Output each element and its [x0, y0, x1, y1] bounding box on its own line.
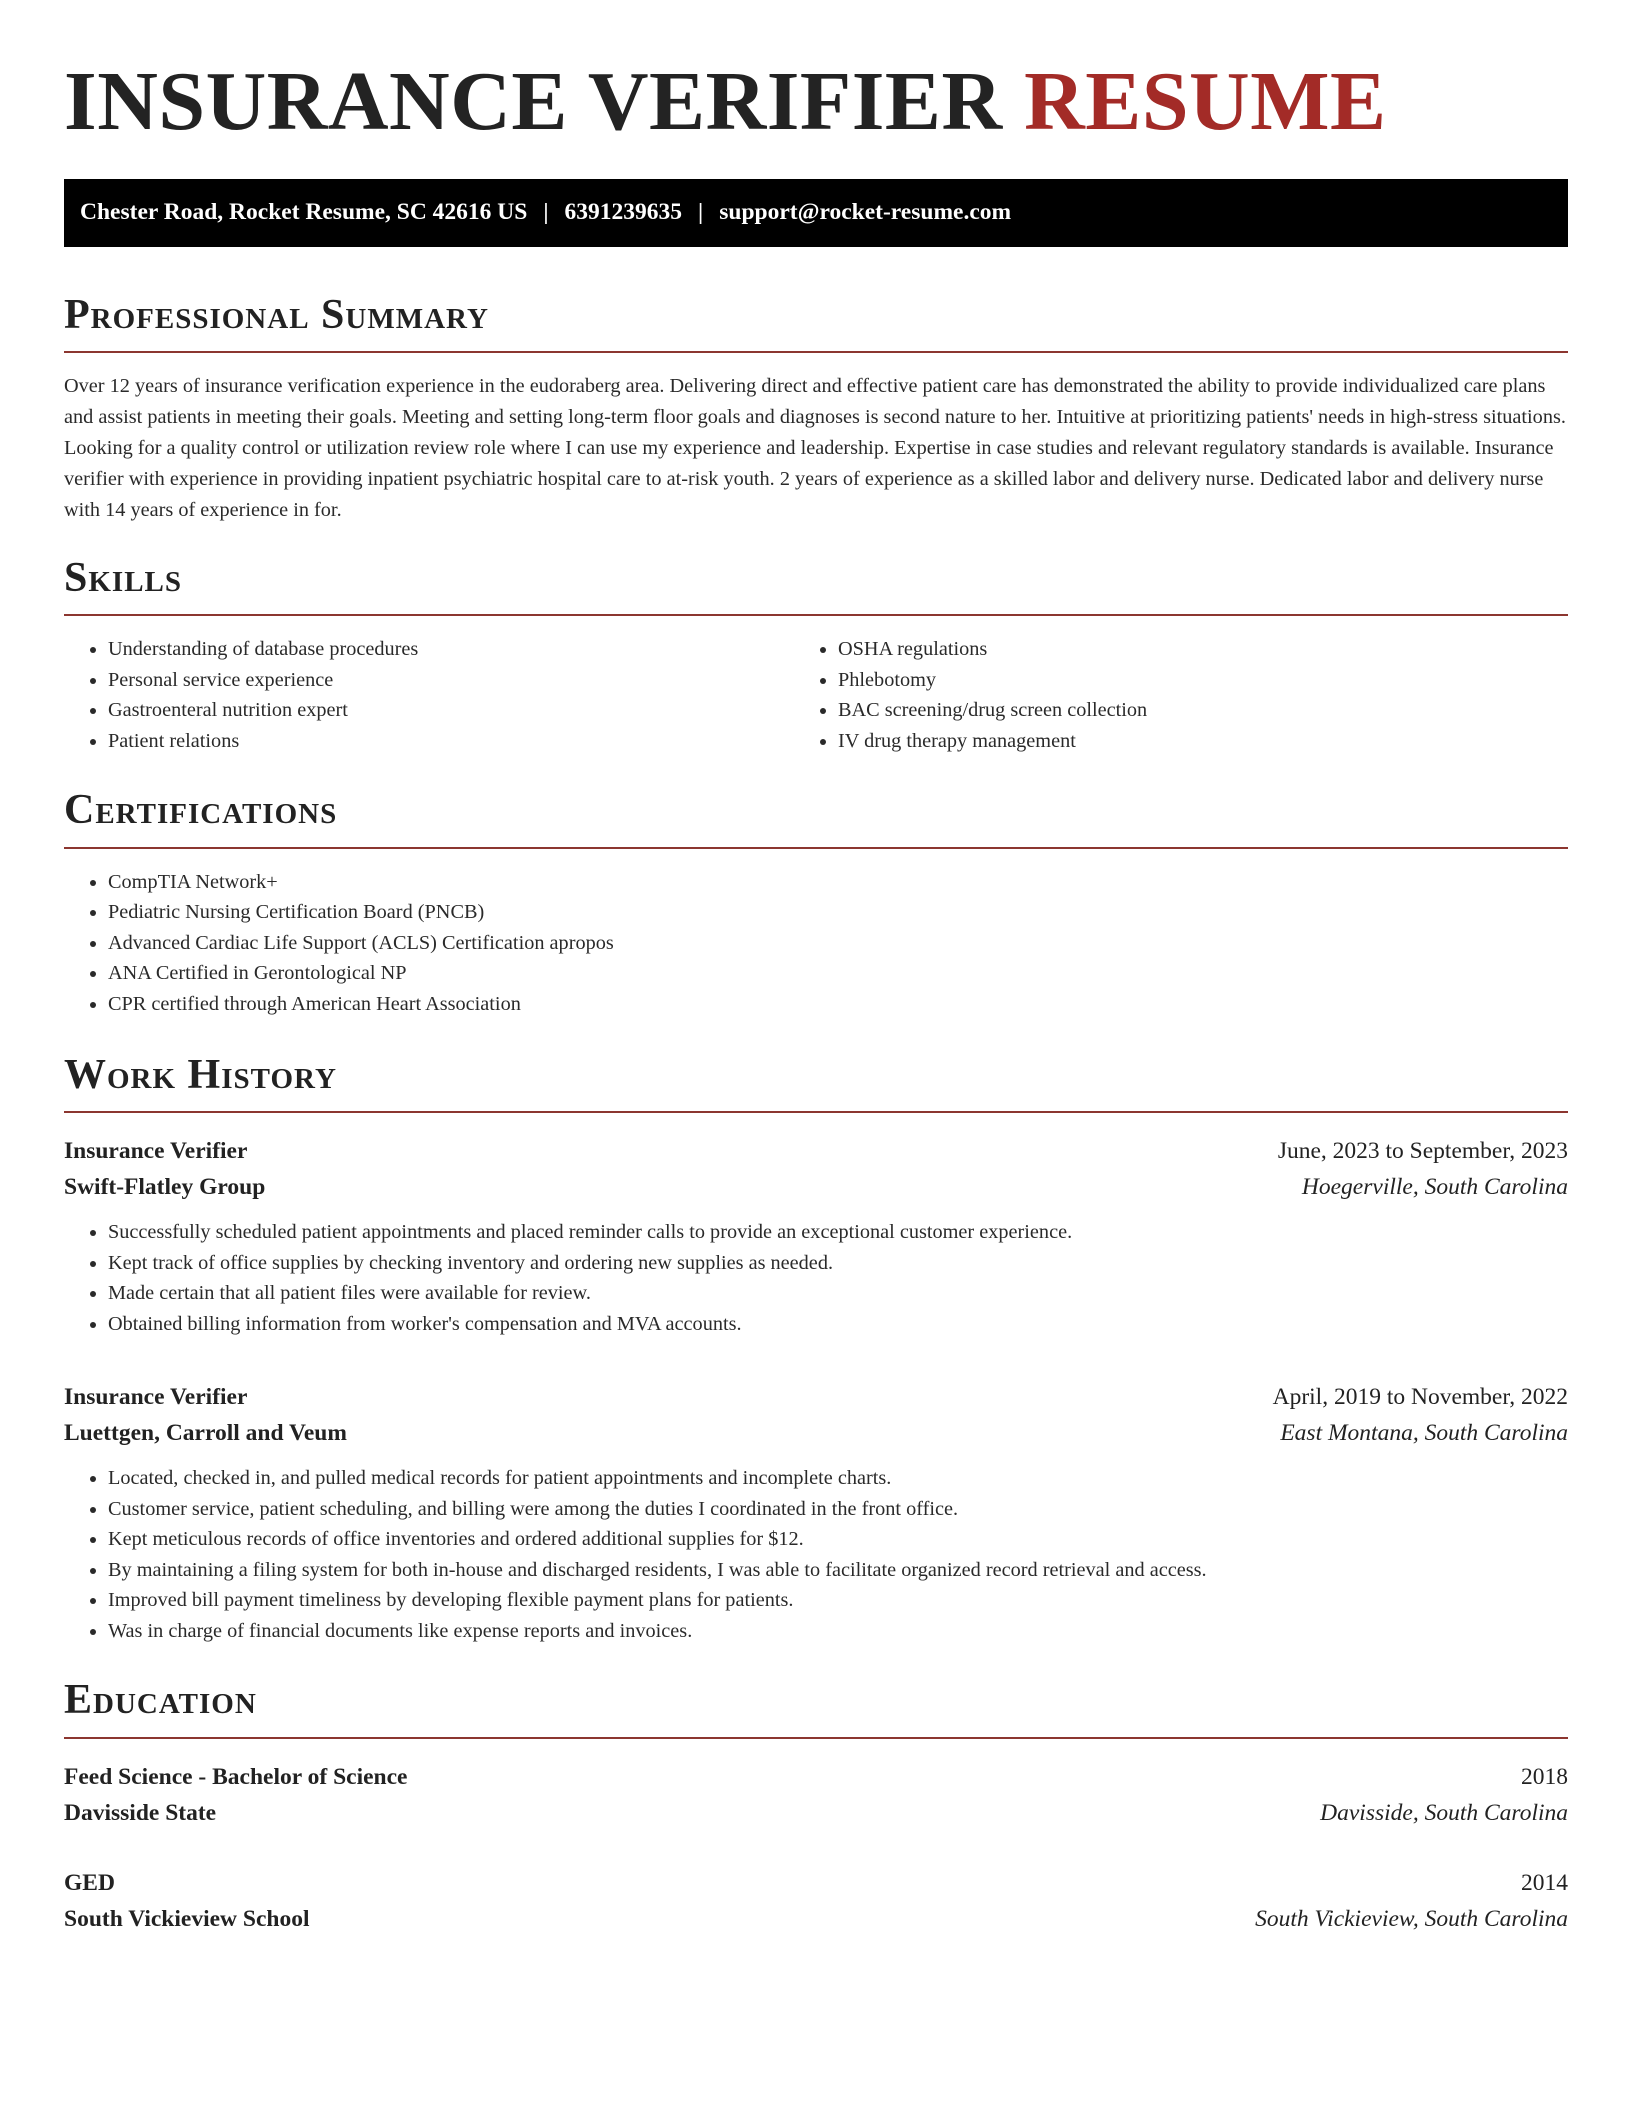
job-duty: • Kept track of office supplies by checking inventory and ordering new supplies as needed.	[108, 1248, 1568, 1279]
education-degree: Feed Science - Bachelor of Science	[64, 1763, 408, 1790]
contact-separator: |	[698, 199, 704, 226]
job-duty: • Was in charge of financial documents like expense reports and invoices.	[108, 1616, 1568, 1647]
education-location: Davisside, South Carolina	[1320, 1799, 1568, 1826]
section-divider	[64, 1737, 1568, 1739]
job-duties-list	[64, 1217, 1568, 1339]
work-history-section	[64, 1051, 1568, 1646]
education-year: 2014	[1521, 1869, 1568, 1896]
education-entry	[64, 1759, 1568, 1831]
job-duty: • Successfully scheduled patient appointments and placed reminder calls to provide an exceptional customer experience.	[108, 1217, 1568, 1248]
contact-address: Chester Road, Rocket Resume, SC 42616 US	[80, 199, 528, 226]
skills-list-left	[64, 634, 838, 756]
section-divider	[64, 351, 1568, 353]
job-title: Insurance Verifier	[64, 1384, 248, 1411]
job-duty: • Located, checked in, and pulled medical records for patient appointments and incomplete charts.	[108, 1463, 1568, 1494]
skill-item: • IV drug therapy management	[838, 726, 1568, 757]
skills-section	[64, 554, 1568, 756]
education-degree-row	[64, 1759, 1568, 1795]
education-year: 2018	[1521, 1763, 1568, 1790]
skill-item: • Phlebotomy	[838, 665, 1568, 696]
contact-phone: 6391239635	[564, 199, 683, 226]
certification-item: • CPR certified through American Heart Association	[108, 989, 1568, 1020]
contact-bar	[64, 179, 1568, 247]
job-entry	[64, 1133, 1568, 1339]
resume-title	[64, 52, 1568, 153]
job-title: Insurance Verifier	[64, 1138, 248, 1165]
education-section	[64, 1676, 1568, 1936]
education-school-row	[64, 1795, 1568, 1831]
job-location: East Montana, South Carolina	[1280, 1420, 1568, 1447]
job-duty: • Improved bill payment timeliness by developing flexible payment plans for patients.	[108, 1585, 1568, 1616]
job-duties-list	[64, 1463, 1568, 1646]
summary-section	[64, 291, 1568, 526]
education-degree-row	[64, 1865, 1568, 1901]
certification-item: • Advanced Cardiac Life Support (ACLS) Certification apropos	[108, 928, 1568, 959]
title-main: INSURANCE VERIFIER	[64, 55, 1003, 148]
job-duty: • Kept meticulous records of office inventories and ordered additional supplies for $12.	[108, 1524, 1568, 1555]
section-heading-summary: Professional Summary	[64, 291, 489, 338]
skills-list-right	[838, 634, 1568, 756]
section-heading-certifications: Certifications	[64, 787, 338, 834]
certification-item: • Pediatric Nursing Certification Board (PNCB)	[108, 897, 1568, 928]
section-heading-skills: Skills	[64, 555, 183, 602]
contact-separator: |	[543, 199, 549, 226]
summary-text: Over 12 years of insurance verification experience in the eudoraberg area. Delivering direct and effective patient care has demonstrated the ability to provide individualized care plans and assist patients in meeting their goals. Meeting and setting long-term floor goals and diagnoses is second nature to her. Intuitive at prioritizing patients' needs in high-stress situations. Looking for a quality control or utilization review role where I can use my experience and leadership. Expertise in case studies and relevant regulatory standards is available. Insurance verifier with experience in providing inpatient psychiatric hospital care to at-risk youth. 2 years of experience as a skilled labor and delivery nurse. Dedicated labor and delivery nurse with 14 years of experience in for.	[64, 375, 1566, 522]
education-school: Davisside State	[64, 1799, 217, 1826]
title-accent: RESUME	[1024, 55, 1387, 148]
skill-item: • Personal service experience	[108, 665, 838, 696]
job-duty: • By maintaining a filing system for both in-house and discharged residents, I was able to facilitate organized record retrieval and access.	[108, 1555, 1568, 1586]
certification-item: • ANA Certified in Gerontological NP	[108, 958, 1568, 989]
job-company-row	[64, 1415, 1568, 1451]
contact-email: support@rocket-resume.com	[719, 199, 1012, 226]
job-location: Hoegerville, South Carolina	[1301, 1174, 1568, 1201]
section-heading-work-history: Work History	[64, 1052, 337, 1099]
skill-item: • OSHA regulations	[838, 634, 1568, 665]
certifications-section	[64, 786, 1568, 1019]
skill-item: • Patient relations	[108, 726, 838, 757]
job-dates: April, 2019 to November, 2022	[1272, 1384, 1568, 1411]
section-heading-education: Education	[64, 1677, 257, 1724]
job-company: Luettgen, Carroll and Veum	[64, 1420, 347, 1447]
section-divider	[64, 1111, 1568, 1113]
education-school-row	[64, 1901, 1568, 1937]
skill-item: • BAC screening/drug screen collection	[838, 695, 1568, 726]
skills-grid	[64, 616, 1568, 756]
education-location: South Vickieview, South Carolina	[1255, 1905, 1568, 1932]
job-header-row	[64, 1133, 1568, 1169]
job-dates: June, 2023 to September, 2023	[1277, 1138, 1568, 1165]
skill-item: • Understanding of database procedures	[108, 634, 838, 665]
job-company-row	[64, 1169, 1568, 1205]
job-header-row	[64, 1379, 1568, 1415]
job-duty: • Obtained billing information from worker's compensation and MVA accounts.	[108, 1309, 1568, 1340]
education-entry	[64, 1865, 1568, 1937]
certifications-list	[64, 867, 1568, 1020]
education-degree: GED	[64, 1869, 115, 1896]
job-company: Swift-Flatley Group	[64, 1174, 266, 1201]
education-school: South Vickieview School	[64, 1905, 310, 1932]
job-duty: • Customer service, patient scheduling, and billing were among the duties I coordinated in the front office.	[108, 1494, 1568, 1525]
certification-item: • CompTIA Network+	[108, 867, 1568, 898]
job-entry	[64, 1379, 1568, 1646]
section-divider	[64, 847, 1568, 849]
job-duty: • Made certain that all patient files were available for review.	[108, 1278, 1568, 1309]
skill-item: • Gastroenteral nutrition expert	[108, 695, 838, 726]
